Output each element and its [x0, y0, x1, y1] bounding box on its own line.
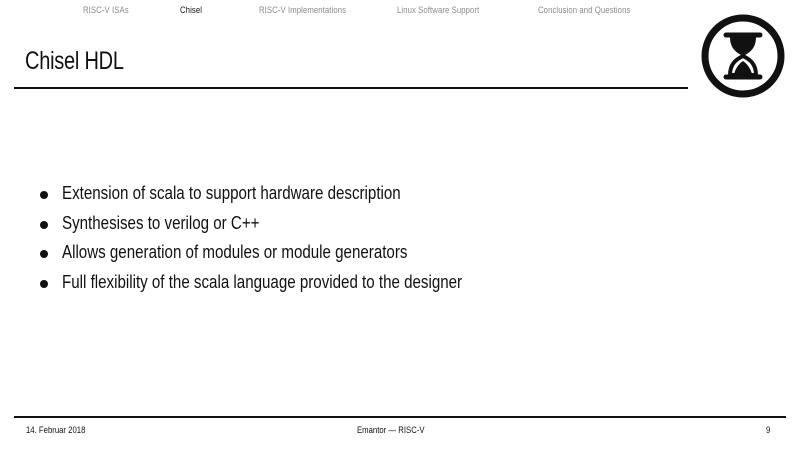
bullet-text: Synthesises to verilog or C++: [62, 212, 260, 233]
bullet-dot-icon: [40, 280, 48, 288]
footer-divider: [14, 416, 786, 418]
footer-date: 14. Februar 2018: [26, 425, 86, 435]
bullet-text: Extension of scala to support hardware description: [62, 183, 401, 203]
nav-item-linux-software-support[interactable]: Linux Software Support: [397, 5, 480, 15]
section-navigation: [0, 0, 800, 20]
hourglass-emblem-icon: [700, 13, 786, 99]
nav-item-risc-v-implementations[interactable]: RISC-V Implementations: [259, 5, 347, 15]
bullet-dot-icon: [40, 191, 48, 199]
bullet-dot-icon: [40, 250, 48, 258]
nav-item-chisel[interactable]: Chisel: [180, 5, 203, 15]
page-number: 9: [766, 425, 771, 435]
bullet-dot-icon: [40, 221, 48, 229]
slide-title: Chisel HDL: [25, 47, 124, 75]
nav-item-conclusion-and-questions[interactable]: Conclusion and Questions: [538, 5, 631, 15]
bullet-text: Allows generation of modules or module generators: [62, 242, 408, 262]
title-divider: [14, 87, 688, 89]
footer-author-title: Emantor — RISC-V: [357, 425, 425, 435]
bullet-text: Full flexibility of the scala language provided to the designer: [62, 271, 463, 292]
nav-item-risc-v-isas[interactable]: RISC-V ISAs: [83, 5, 129, 15]
